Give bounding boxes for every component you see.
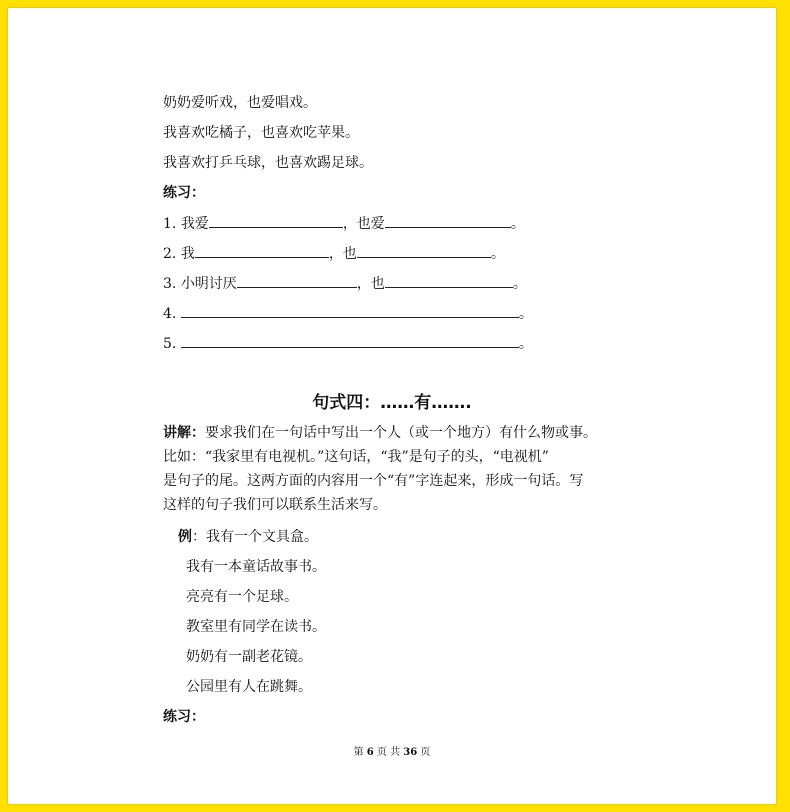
exercise-connector: ，也爱 [342,216,385,232]
exercise-number: 2. [163,246,177,262]
exercise-prompt: 我爱 [180,216,209,232]
period: 。 [518,306,533,322]
example-sentence: 我有一本童话故事书。 [186,559,326,575]
exercise-line [163,334,533,353]
example-sentence: ：我有一个文具盒。 [192,529,318,545]
footer-text: 页 [420,747,431,758]
document-page [8,8,776,804]
example-sentence: 我喜欢打乒乓球，也喜欢踢足球。 [163,155,373,171]
fill-blank[interactable] [237,274,357,288]
example-label: 例 [178,529,192,545]
example-sentence: 公园里有人在跳舞。 [186,679,312,695]
fill-blank[interactable] [385,274,513,288]
exercise-connector: ，也 [328,246,357,262]
exercise-line [163,274,527,293]
period: 。 [512,276,527,292]
explanation-line: 这样的句子我们可以联系生活来写。 [163,497,387,513]
exercise-line [163,244,505,263]
fill-blank[interactable] [181,304,519,318]
exercise-number: 4. [163,306,177,322]
fill-blank[interactable] [357,244,491,258]
exercise-line [163,304,533,323]
fill-blank[interactable] [209,214,343,228]
section-title: 句式四：……有……. [312,393,472,413]
exercise-line [163,214,525,233]
period: 。 [518,336,533,352]
explain-text: 要求我们在一句话中写出一个人（或一个地方）有什么物或事。 [205,425,597,441]
explanation-line: 是句子的尾。这两方面的内容用一个“有”字连起来，形成一句话。写 [163,473,584,489]
exercise-number: 1. [163,216,177,232]
practice-label: 练习： [163,185,205,201]
explanation-line: 比如：“我家里有电视机。”这句话，“我”是句子的头，“电视机” [163,449,549,465]
exercise-number: 3. [163,276,177,292]
example-first [178,528,318,546]
exercise-number: 5. [163,336,177,352]
example-sentence: 亮亮有一个足球。 [186,589,298,605]
period: 。 [510,216,525,232]
exercise-prompt: 小明讨厌 [180,276,237,292]
footer-text: 第 [353,747,364,758]
fill-blank[interactable] [385,214,511,228]
example-sentence: 奶奶有一副老花镜。 [186,649,312,665]
fill-blank[interactable] [195,244,329,258]
practice-label: 练习： [163,709,205,725]
fill-blank[interactable] [181,334,519,348]
explanation-line [163,424,597,442]
total-page-count: 36 [403,747,418,758]
footer-text: 页 共 [376,747,401,758]
exercise-connector: ，也 [356,276,385,292]
current-page-number: 6 [366,747,374,758]
exercise-prompt: 我 [180,246,195,262]
explain-label: 讲解： [163,425,205,441]
example-sentence: 我喜欢吃橘子，也喜欢吃苹果。 [163,125,359,141]
example-sentence: 奶奶爱听戏，也爱唱戏。 [163,95,317,111]
page-footer [8,746,776,760]
example-sentence: 教室里有同学在读书。 [186,619,326,635]
period: 。 [490,246,505,262]
